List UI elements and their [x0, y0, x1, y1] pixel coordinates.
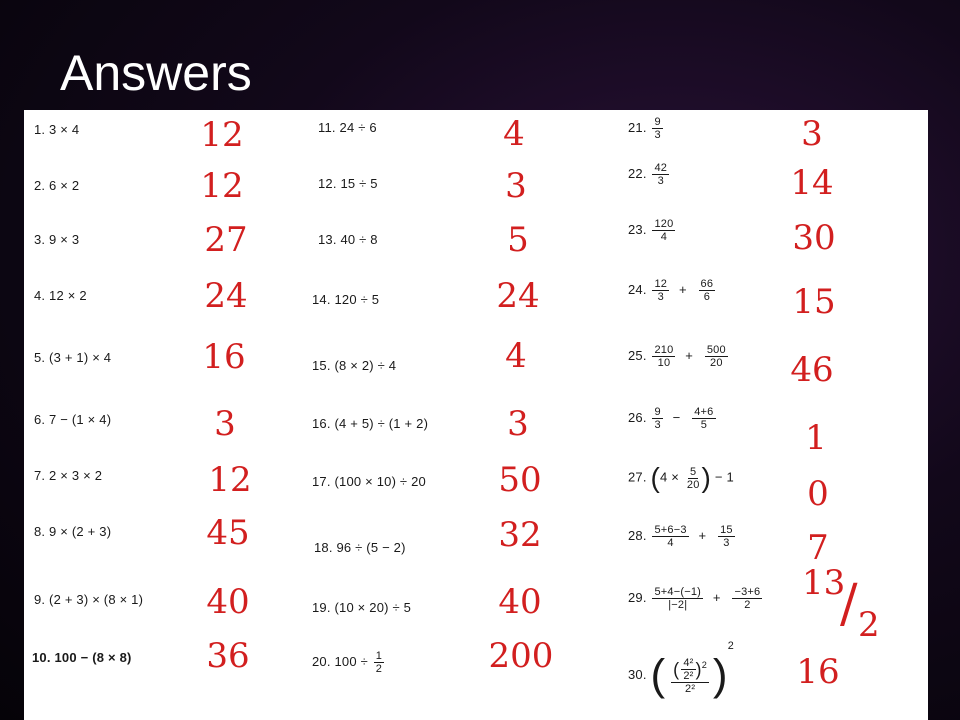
question-19: 19. (10 × 20) ÷ 5: [312, 600, 412, 615]
fraction: [652, 162, 669, 187]
fraction-denominator: 20: [710, 357, 723, 369]
question-10: 10. 100 − (8 × 8): [32, 650, 132, 665]
fraction: [705, 344, 728, 369]
open-paren: (: [673, 659, 680, 680]
fraction-denominator: 2²: [685, 682, 696, 695]
fraction-denominator: 3: [657, 175, 664, 187]
close-paren: ): [712, 650, 728, 700]
answer-27: 0: [807, 474, 829, 514]
question-21: [628, 116, 663, 141]
open-paren: (: [650, 650, 666, 700]
answer-19: 40: [498, 582, 542, 622]
question-2: 2. 6 × 2: [34, 178, 80, 193]
question-label: 22.: [628, 165, 647, 181]
fraction-numerator: 500: [706, 344, 726, 356]
fraction: [681, 657, 695, 682]
answer-23: 30: [792, 218, 836, 258]
answer-5: 16: [202, 337, 246, 377]
question-label: 28.: [628, 527, 647, 543]
fraction-numerator: 15: [720, 524, 733, 536]
fraction: [652, 406, 662, 431]
operator: +: [712, 589, 721, 605]
answer-7: 12: [208, 460, 252, 500]
fraction: [671, 657, 709, 695]
answer-29-numerator: 13: [802, 563, 846, 603]
question-label: 21.: [628, 119, 647, 135]
question-13: 13. 40 ÷ 8: [318, 232, 378, 247]
question-20: [312, 650, 384, 675]
answer-4: 24: [204, 276, 248, 316]
fraction-denominator: 3: [654, 129, 661, 141]
question-9: 9. (2 + 3) × (8 × 1): [34, 592, 144, 607]
answer-17: 50: [498, 460, 542, 500]
fraction-numerator: −3+6: [734, 586, 761, 598]
fraction-denominator: 10: [657, 357, 671, 369]
fraction-numerator: 5+6−3: [654, 524, 687, 536]
fraction: [652, 524, 688, 549]
answer-20: 200: [488, 636, 554, 676]
fraction-numerator: 5+4−(−1): [654, 586, 702, 598]
question-20-text: 20. 100 ÷: [312, 653, 368, 669]
answer-1: 12: [200, 115, 244, 155]
question-18: 18. 96 ÷ (5 − 2): [314, 540, 406, 555]
fraction: [692, 406, 715, 431]
question-label: 24.: [628, 281, 647, 297]
fraction: [732, 586, 762, 611]
fraction-denominator: |−2|: [668, 599, 688, 611]
operator: −: [672, 409, 681, 425]
fraction-numerator: 9: [654, 116, 661, 128]
fraction-denominator: 4: [660, 231, 668, 243]
operator: +: [685, 347, 694, 363]
answer-25: 46: [790, 350, 834, 390]
fraction-numerator: [671, 657, 709, 683]
fraction-numerator: 1: [375, 650, 383, 662]
fraction-denominator: 4: [667, 537, 674, 549]
fraction: [652, 586, 703, 611]
answer-11: 4: [503, 114, 525, 154]
question-label: 27.: [628, 469, 647, 485]
fraction-denominator: 3: [723, 537, 730, 549]
question-16: 16. (4 + 5) ÷ (1 + 2): [312, 416, 429, 431]
fraction-numerator: 12: [654, 278, 668, 290]
answer-6: 3: [214, 404, 236, 444]
question-20-fraction: [374, 650, 384, 675]
operator: +: [698, 527, 707, 543]
answer-29-slash: /: [840, 574, 858, 634]
question-24: [628, 278, 715, 303]
fraction-denominator: 3: [654, 419, 661, 431]
fraction: [699, 278, 716, 303]
fraction-numerator: 9: [654, 406, 661, 418]
question-7: 7. 2 × 3 × 2: [34, 468, 103, 483]
question-22: [628, 162, 669, 187]
question-23: [628, 218, 675, 243]
operator: +: [678, 281, 687, 297]
fraction: [652, 344, 675, 369]
fraction: [652, 278, 669, 303]
question-14: 14. 120 ÷ 5: [312, 292, 380, 307]
question-label: 25.: [628, 347, 647, 363]
close-paren: ): [695, 659, 702, 680]
open-paren: (: [650, 462, 661, 493]
question-27-suffix: − 1: [714, 469, 734, 485]
answer-9: 40: [206, 582, 250, 622]
answer-29-denominator: 2: [858, 605, 880, 645]
question-11: 11. 24 ÷ 6: [318, 120, 377, 135]
fraction-numerator: 5: [690, 465, 697, 478]
answer-30: 16: [796, 652, 840, 692]
fraction-denominator: 2: [744, 599, 751, 611]
fraction-numerator: 4²: [683, 656, 694, 669]
answer-24: 15: [792, 282, 836, 322]
fraction-numerator: 66: [700, 278, 714, 290]
question-25: [628, 344, 728, 369]
fraction-denominator: 20: [686, 478, 700, 491]
answer-14: 24: [496, 276, 540, 316]
answer-28: 7: [807, 528, 829, 568]
answer-18: 32: [498, 515, 542, 555]
question-15: 15. (8 × 2) ÷ 4: [312, 358, 397, 373]
question-label: 29.: [628, 589, 647, 605]
question-8: 8. 9 × (2 + 3): [34, 524, 112, 539]
fraction: [652, 116, 662, 141]
fraction-numerator: 120: [654, 218, 674, 230]
exponent: 2: [701, 659, 708, 670]
fraction: [685, 466, 702, 491]
question-3: 3. 9 × 3: [34, 232, 80, 247]
answer-2: 12: [200, 166, 244, 206]
question-1: 1. 3 × 4: [34, 122, 80, 137]
fraction: [652, 218, 675, 243]
question-label: 30.: [628, 667, 647, 682]
fraction: [718, 524, 735, 549]
question-26: [628, 406, 716, 431]
question-label: 23.: [628, 221, 647, 237]
question-4: 4. 12 × 2: [34, 288, 87, 303]
question-17: 17. (100 × 10) ÷ 20: [312, 474, 426, 489]
answer-21: 3: [801, 114, 823, 154]
answer-12: 3: [505, 166, 527, 206]
answer-8: 45: [206, 513, 250, 553]
question-29: [628, 586, 762, 611]
question-28: [628, 524, 735, 549]
answer-3: 27: [204, 220, 248, 260]
question-12: 12. 15 ÷ 5: [318, 176, 378, 191]
question-30: [628, 640, 734, 701]
exponent: 2: [727, 640, 734, 652]
question-6: 6. 7 − (1 × 4): [34, 412, 112, 427]
question-label: 26.: [628, 409, 647, 425]
fraction-denominator: 3: [657, 291, 664, 303]
answer-10: 36: [206, 636, 250, 676]
answer-26: 1: [805, 418, 827, 458]
question-27-prefix: 4 ×: [660, 469, 680, 485]
answer-13: 5: [507, 220, 529, 260]
fraction-numerator: 210: [654, 344, 674, 356]
fraction-denominator: 2: [375, 663, 383, 675]
fraction-denominator: 5: [700, 419, 708, 431]
fraction-numerator: 42: [654, 162, 668, 174]
fraction-denominator: 6: [703, 291, 711, 303]
close-paren: ): [701, 462, 712, 493]
slide-title: Answers: [60, 45, 252, 101]
question-27: [628, 462, 734, 494]
fraction-numerator: 4+6: [694, 406, 714, 418]
answer-16: 3: [507, 404, 529, 444]
question-5: 5. (3 + 1) × 4: [34, 350, 112, 365]
answer-15: 4: [505, 336, 527, 376]
answer-22: 14: [790, 163, 834, 203]
fraction-denominator: 2²: [683, 669, 694, 682]
